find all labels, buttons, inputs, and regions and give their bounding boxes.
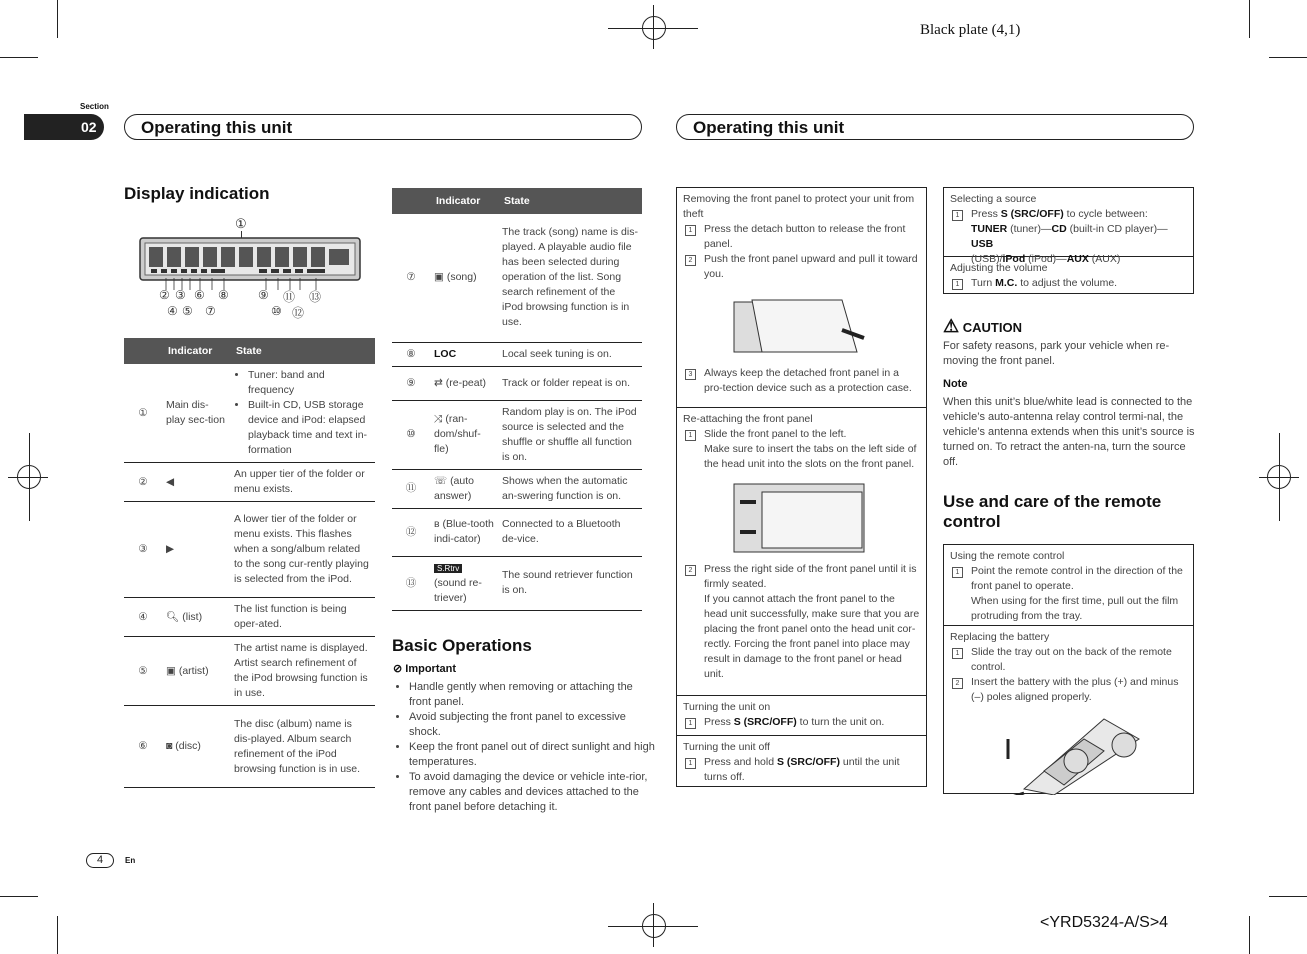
song-icon: ▣	[434, 271, 444, 284]
callout-11: ⑪	[283, 290, 296, 304]
detach-panel-illustration	[732, 292, 872, 362]
crop-mark	[1269, 896, 1307, 897]
document-code: <YRD5324-A/S>4	[1040, 914, 1169, 931]
section-title: Adjusting the volume	[950, 262, 1048, 274]
callout-6: ⑥	[194, 288, 205, 302]
header-bar-right	[676, 114, 1194, 140]
basic-operations-list	[393, 680, 657, 815]
repeat-icon: ⇄	[434, 376, 443, 389]
page-number-tab	[86, 853, 114, 868]
note-label: Note	[943, 378, 968, 390]
crop-mark	[57, 916, 58, 954]
callout-12: ⑫	[292, 306, 305, 320]
phone-icon: ☏	[434, 474, 448, 487]
remote-box: Using the remote control 1 Point the remote control in the direction of the front panel to operate. When using for the first time, pull out the film protruding from the tray. Replacing the battery 1 Slide the tray out on the back of the remote control. 2 Insert the battery with the plus (+) and minus (–) poles aligned properly.	[943, 544, 1194, 794]
callout-4: ④	[167, 304, 178, 318]
section-title: Removing the front panel to protect your unit from theft	[683, 193, 915, 220]
language-label: En	[125, 856, 136, 865]
page-title-right: Operating this unit	[693, 118, 845, 137]
section-title: Turning the unit on	[683, 701, 771, 713]
callout-5: ⑤	[182, 304, 193, 318]
page-number: 4	[96, 854, 104, 866]
important-icon: ⊘	[393, 663, 403, 675]
source-box: Selecting a source 1 Press S (SRC/OFF) to cycle between: TUNER (tuner)—CD (built-in CD player)—USB (USB)/iPod (iPod)—AUX (AUX) Adjusting the volume 1 Turn M.C. to adjust the volume.	[943, 187, 1194, 294]
callout-row-2	[167, 304, 347, 320]
section-title: Re-attaching the front panel	[683, 413, 813, 425]
indicator-table-left	[124, 338, 375, 788]
warning-icon: ⚠	[943, 316, 960, 336]
important-label: ⊘ Important	[393, 663, 457, 675]
list-item: • Handle gently when removing or attaching the front panel.	[409, 680, 657, 710]
crop-mark	[57, 0, 58, 38]
crop-mark	[1249, 916, 1250, 954]
bluetooth-icon: ʙ	[434, 518, 440, 530]
disc-icon: ◙	[166, 740, 173, 752]
callout-8: ⑧	[218, 288, 229, 302]
crop-mark	[0, 57, 38, 58]
callout-3: ③	[175, 288, 186, 302]
battery-illustration	[994, 709, 1144, 795]
search-icon: 🔍︎	[166, 610, 180, 623]
section-number: 02	[81, 119, 97, 135]
attach-panel-illustration	[732, 480, 872, 556]
section-label: Section	[80, 102, 109, 111]
artist-icon: ▣	[166, 664, 176, 677]
caution-text: For safety reasons, park your vehicle when re-moving the front panel.	[943, 340, 1170, 367]
shuffle-icon: ⤨	[434, 413, 443, 425]
table-row: ⑬ S.Rtrv (sound re-triever) The sound retriever function is on.	[392, 556, 642, 610]
table-row: ⑦ ▣ (song) The track (song) name is dis-played. A playable audio file has been selected during operation of the list. Song search refinement of the iPod browsing function is in use.	[392, 214, 642, 342]
table-row: ⑨ ⇄ (re-peat) Track or folder repeat is on.	[392, 366, 642, 400]
column-header-state: State	[230, 338, 375, 364]
header-bar-left	[124, 114, 642, 140]
crop-mark	[1269, 57, 1307, 58]
list-item: • To avoid damaging the device or vehicle inte-rior, remove any cables and devices attached to the front panel before detaching it.	[409, 770, 657, 815]
callout-10: ⑩	[271, 304, 282, 318]
section-title: Using the remote control	[950, 550, 1065, 562]
column-header-indicator: Indicator	[162, 338, 230, 364]
column-header-indicator: Indicator	[430, 188, 498, 214]
caution-label: ⚠ CAUTION	[943, 316, 1022, 336]
callout-12a: ⑬	[309, 290, 322, 304]
crop-mark	[1249, 0, 1250, 38]
table-row: ⑥ ◙ (disc) The disc (album) name is dis-played. Album search refinement of the iPod browsing function is in use.	[124, 706, 375, 788]
section-title: Turning the unit off	[683, 741, 770, 753]
table-row: ⑧ LOC Local seek tuning is on.	[392, 342, 642, 366]
front-panel-box: Removing the front panel to protect your unit from theft 1 Press the detach button to release the front panel. 2 Push the front panel upward and pull it toward you. 3 Always keep the detached front panel in a pro-tection device such as a protection case. Re-attaching the front panel 1 Slide the front panel to the left. Make sure to insert the tabs on the left side of the head unit into the slots on the front panel. 2 Press the right side of the front panel until it is firmly seated. If you cannot attach the front panel to the head unit successfully, make sure that you are placing the front panel onto the head unit cor-rectly. Forcing the front panel into place may result in damage to the front panel or head unit. Turning the unit on 1 Press S (SRC/OFF) to turn the unit on. Turning the unit off 1 Press and hold S (SRC/OFF) until the unit turns off.	[676, 187, 927, 787]
column-header-state: State	[498, 188, 642, 214]
table-row: ⑫ ʙ (Blue-tooth indi-cator) Connected to a Bluetooth de-vice.	[392, 508, 642, 556]
note-text: When this unit’s blue/white lead is connected to the vehicle’s auto-antenna relay control termi-nal, the vehicle’s antenna extends when this unit’s source is turned on. To retract the anten-na, turn the source off.	[943, 396, 1195, 468]
callout-2: ②	[159, 288, 170, 302]
arrow-left-icon: ◀	[162, 463, 230, 502]
table-row: ⑩ ⤨ (ran-dom/shuf-fle) Random play is on. The iPod source is selected and the shuffle or shuffle all function is on.	[392, 400, 642, 469]
indicator-table-right	[392, 188, 642, 611]
sound-retriever-badge: S.Rtrv	[434, 564, 462, 573]
table-row: ① Main dis-play sec-tion • Tuner: band and frequency • Built-in CD, USB storage device and iPod: elapsed playback time and text in-formation	[124, 364, 375, 463]
callout-7: ⑦	[205, 304, 216, 318]
section-number-tab	[24, 114, 104, 140]
callout-leaders	[150, 270, 330, 290]
remote-heading: Use and care of the remote control	[943, 492, 1162, 531]
list-item: • Avoid subjecting the front panel to excessive shock.	[409, 710, 657, 740]
basic-operations-heading: Basic Operations	[392, 636, 532, 655]
page-title-left: Operating this unit	[141, 118, 293, 137]
display-indication-heading: Display indication	[124, 184, 270, 203]
callout-row-1	[159, 288, 339, 304]
crop-mark	[0, 896, 38, 897]
table-row: ⑪ ☏ (auto answer) Shows when the automatic an-swering function is on.	[392, 469, 642, 508]
table-row: ② ◀ An upper tier of the folder or menu exists.	[124, 463, 375, 502]
loc-indicator: LOC	[430, 342, 498, 366]
list-item: • Keep the front panel out of direct sunlight and high temperatures.	[409, 740, 657, 770]
section-title: Replacing the battery	[950, 631, 1050, 643]
table-row: ③ ▶ A lower tier of the folder or menu exists. This flashes when a song/album related to the song cur-rently playing is selected from the iPod.	[124, 502, 375, 598]
section-title: Selecting a source	[950, 193, 1037, 205]
table-row: ④ 🔍︎ (list) The list function is being oper-ated.	[124, 598, 375, 637]
table-row: ⑤ ▣ (artist) The artist name is displayed. Artist search refinement of the iPod browsing function is in use.	[124, 637, 375, 706]
plate-label: Black plate (4,1)	[920, 22, 1021, 38]
arrow-right-icon: ▶	[162, 502, 230, 598]
callout-1: ①	[235, 216, 247, 231]
callout-9: ⑨	[258, 288, 269, 302]
